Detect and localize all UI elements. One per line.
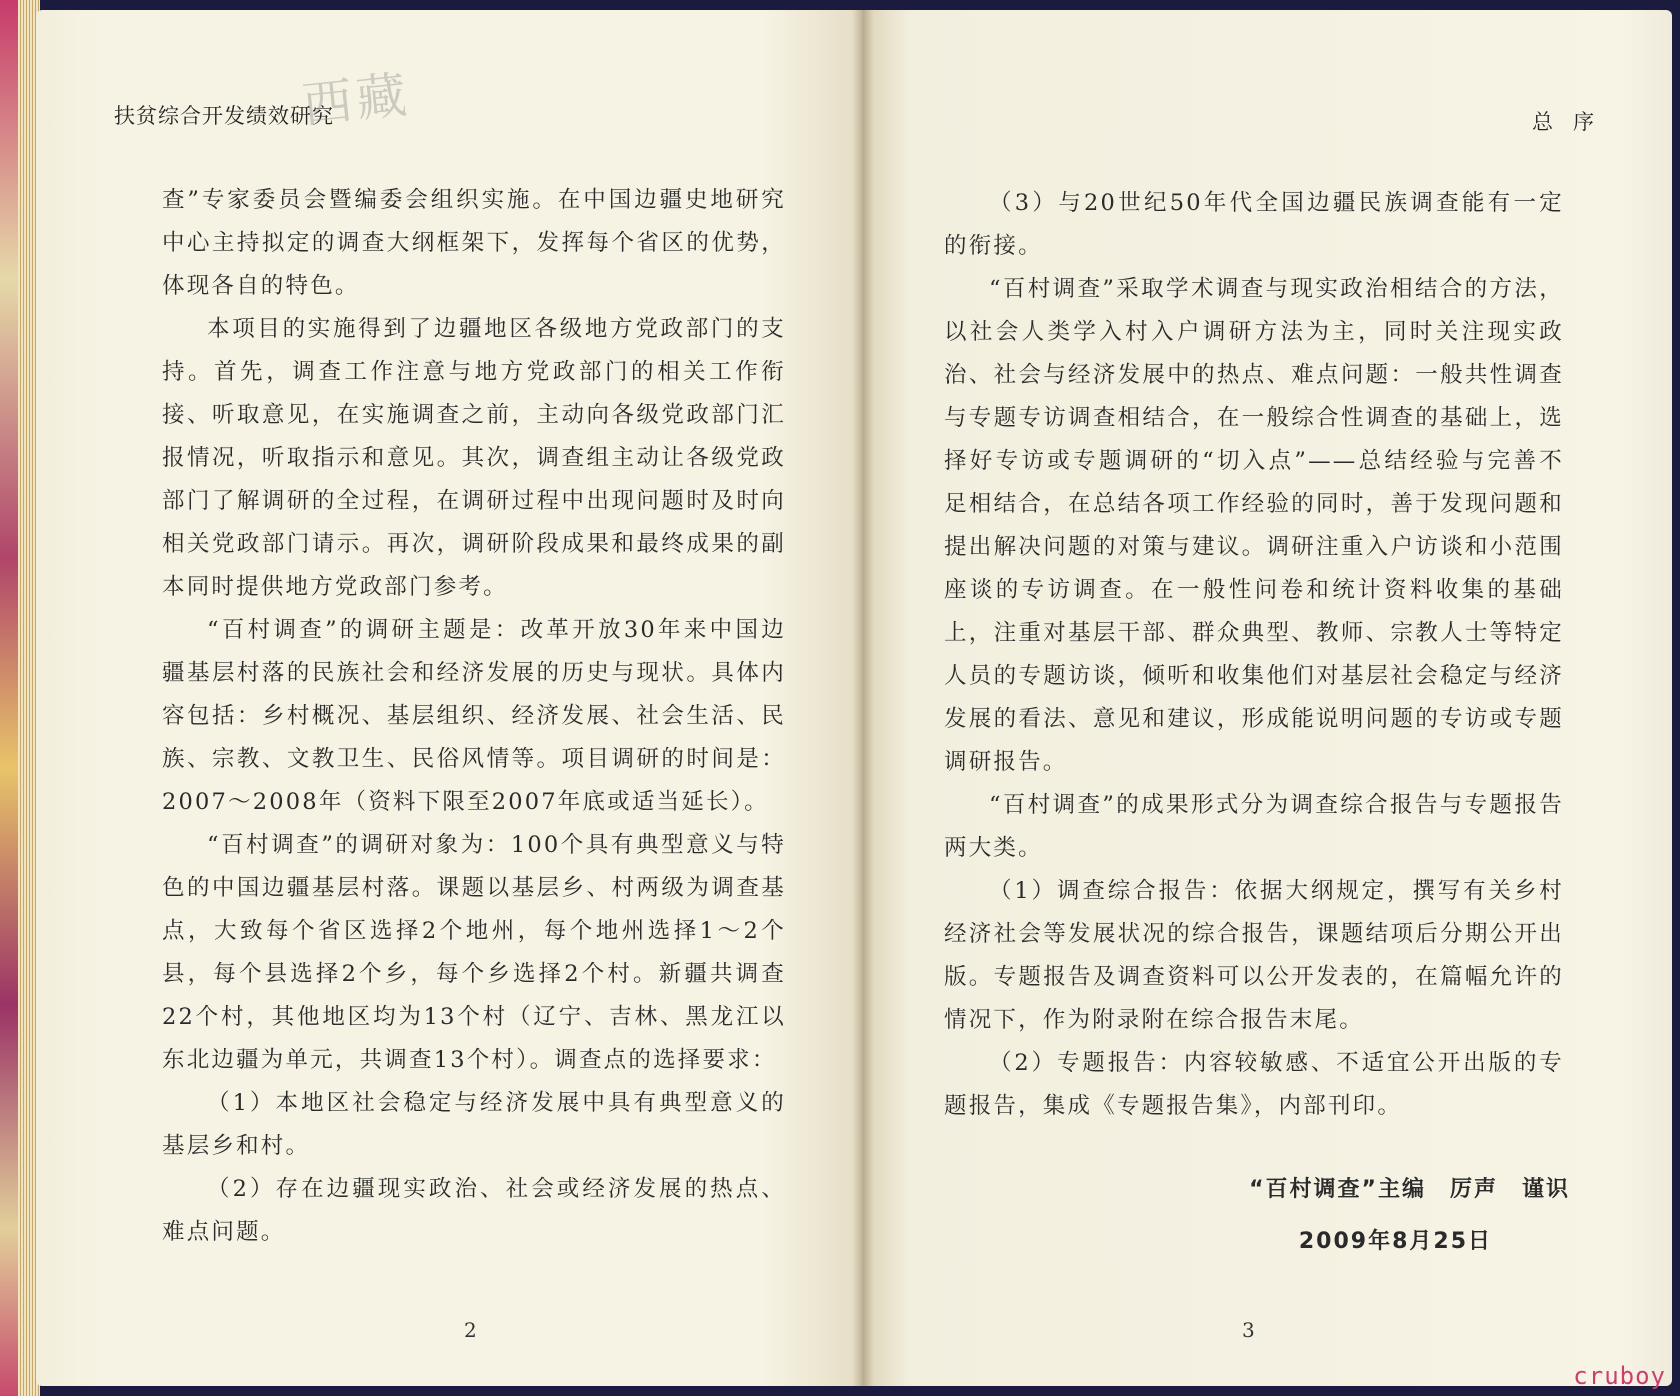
left-paragraph-3: “百村调查”的调研主题是：改革开放30年来中国边疆基层村落的民族社会和经济发展的历史与现状。具体内容包括：乡村概况、基层组织、经济发展、社会生活、民族、宗教、文教卫生、民俗风情等。项目调研的时间是：2007～2008年（资料下限至2007年底或适当延长）。: [162, 617, 786, 815]
seal-stamp-art: 西藏: [299, 65, 414, 135]
right-paragraph-1: （3）与20世纪50年代全国边疆民族调查能有一定的衔接。: [944, 190, 1564, 259]
right-paragraph-5: （2）专题报告：内容较敏感、不适宜公开出版的专题报告，集成《专题报告集》，内部刊印。: [944, 1050, 1564, 1119]
editor-signature: “百村调查”主编 厉声 谨识: [1249, 1177, 1570, 1202]
corner-watermark: cruboy: [1573, 1362, 1666, 1390]
book-gutter: [852, 10, 874, 1386]
right-page-number: 3: [1242, 1318, 1255, 1342]
right-paragraph-2: “百村调查”采取学术调查与现实政治相结合的方法，以社会人类学入村入户调研方法为主，同时关注现实政治、社会与经济发展中的热点、难点问题：一般共性调查与专题专访调查相结合，在一般综合性调查的基础上，选择好专访或专题调研的“切入点”——总结经验与完善不足相结合，在总结各项工作经验的同时，善于发现问题和提出解决问题的对策与建议。调研注重入户访谈和小范围座谈的专访调查。在一般性问卷和统计资料收集的基础上，注重对基层干部、群众典型、教师、宗教人士等特定人员的专题访谈，倾听和收集他们对基层社会稳定与经济发展的看法、意见和建议，形成能说明问题的专访或专题调研报告。: [944, 276, 1564, 775]
left-paragraph-1: 查”专家委员会暨编委会组织实施。在中国边疆史地研究中心主持拟定的调查大纲框架下，发挥每个省区的优势，体现各自的特色。: [162, 187, 786, 299]
left-body-text: [162, 179, 786, 1254]
left-paragraph-6: （2）存在边疆现实政治、社会或经济发展的热点、难点问题。: [162, 1176, 786, 1245]
left-paragraph-5: （1）本地区社会稳定与经济发展中具有典型意义的基层乡和村。: [162, 1090, 786, 1159]
right-paragraph-4: （1）调查综合报告：依据大纲规定，撰写有关乡村经济社会等发展状况的综合报告，课题结项后分期公开出版。专题报告及调查资料可以公开发表的，在篇幅允许的情况下，作为附录附在综合报告末尾。: [944, 878, 1564, 1033]
right-body-text: [944, 182, 1564, 1128]
left-paragraph-2: 本项目的实施得到了边疆地区各级地方党政部门的支持。首先，调查工作注意与地方党政部门的相关工作衔接、听取意见，在实施调查之前，主动向各级党政部门汇报情况，听取指示和意见。其次，调查组主动让各级党政部门了解调研的全过程，在调研过程中出现问题时及时向相关党政部门请示。再次，调研阶段成果和最终成果的副本同时提供地方党政部门参考。: [162, 316, 786, 600]
right-paragraph-3: “百村调查”的成果形式分为调查综合报告与专题报告两大类。: [944, 792, 1564, 861]
left-paragraph-4: “百村调查”的调研对象为：100个具有典型意义与特色的中国边疆基层村落。课题以基层乡、村两级为调查基点，大致每个省区选择2个地州，每个地州选择1～2个县，每个县选择2个乡，每个乡选择2个村。新疆共调查22个村，其他地区均为13个村（辽宁、吉林、黑龙江以东北边疆为单元，共调查13个村）。调查点的选择要求：: [162, 832, 786, 1073]
right-running-head: 总序: [1532, 110, 1614, 134]
left-page-number: 2: [464, 1318, 477, 1342]
signature-date: 2009年8月25日: [1298, 1229, 1492, 1254]
left-running-head: 扶贫综合开发绩效研究: [114, 104, 334, 128]
